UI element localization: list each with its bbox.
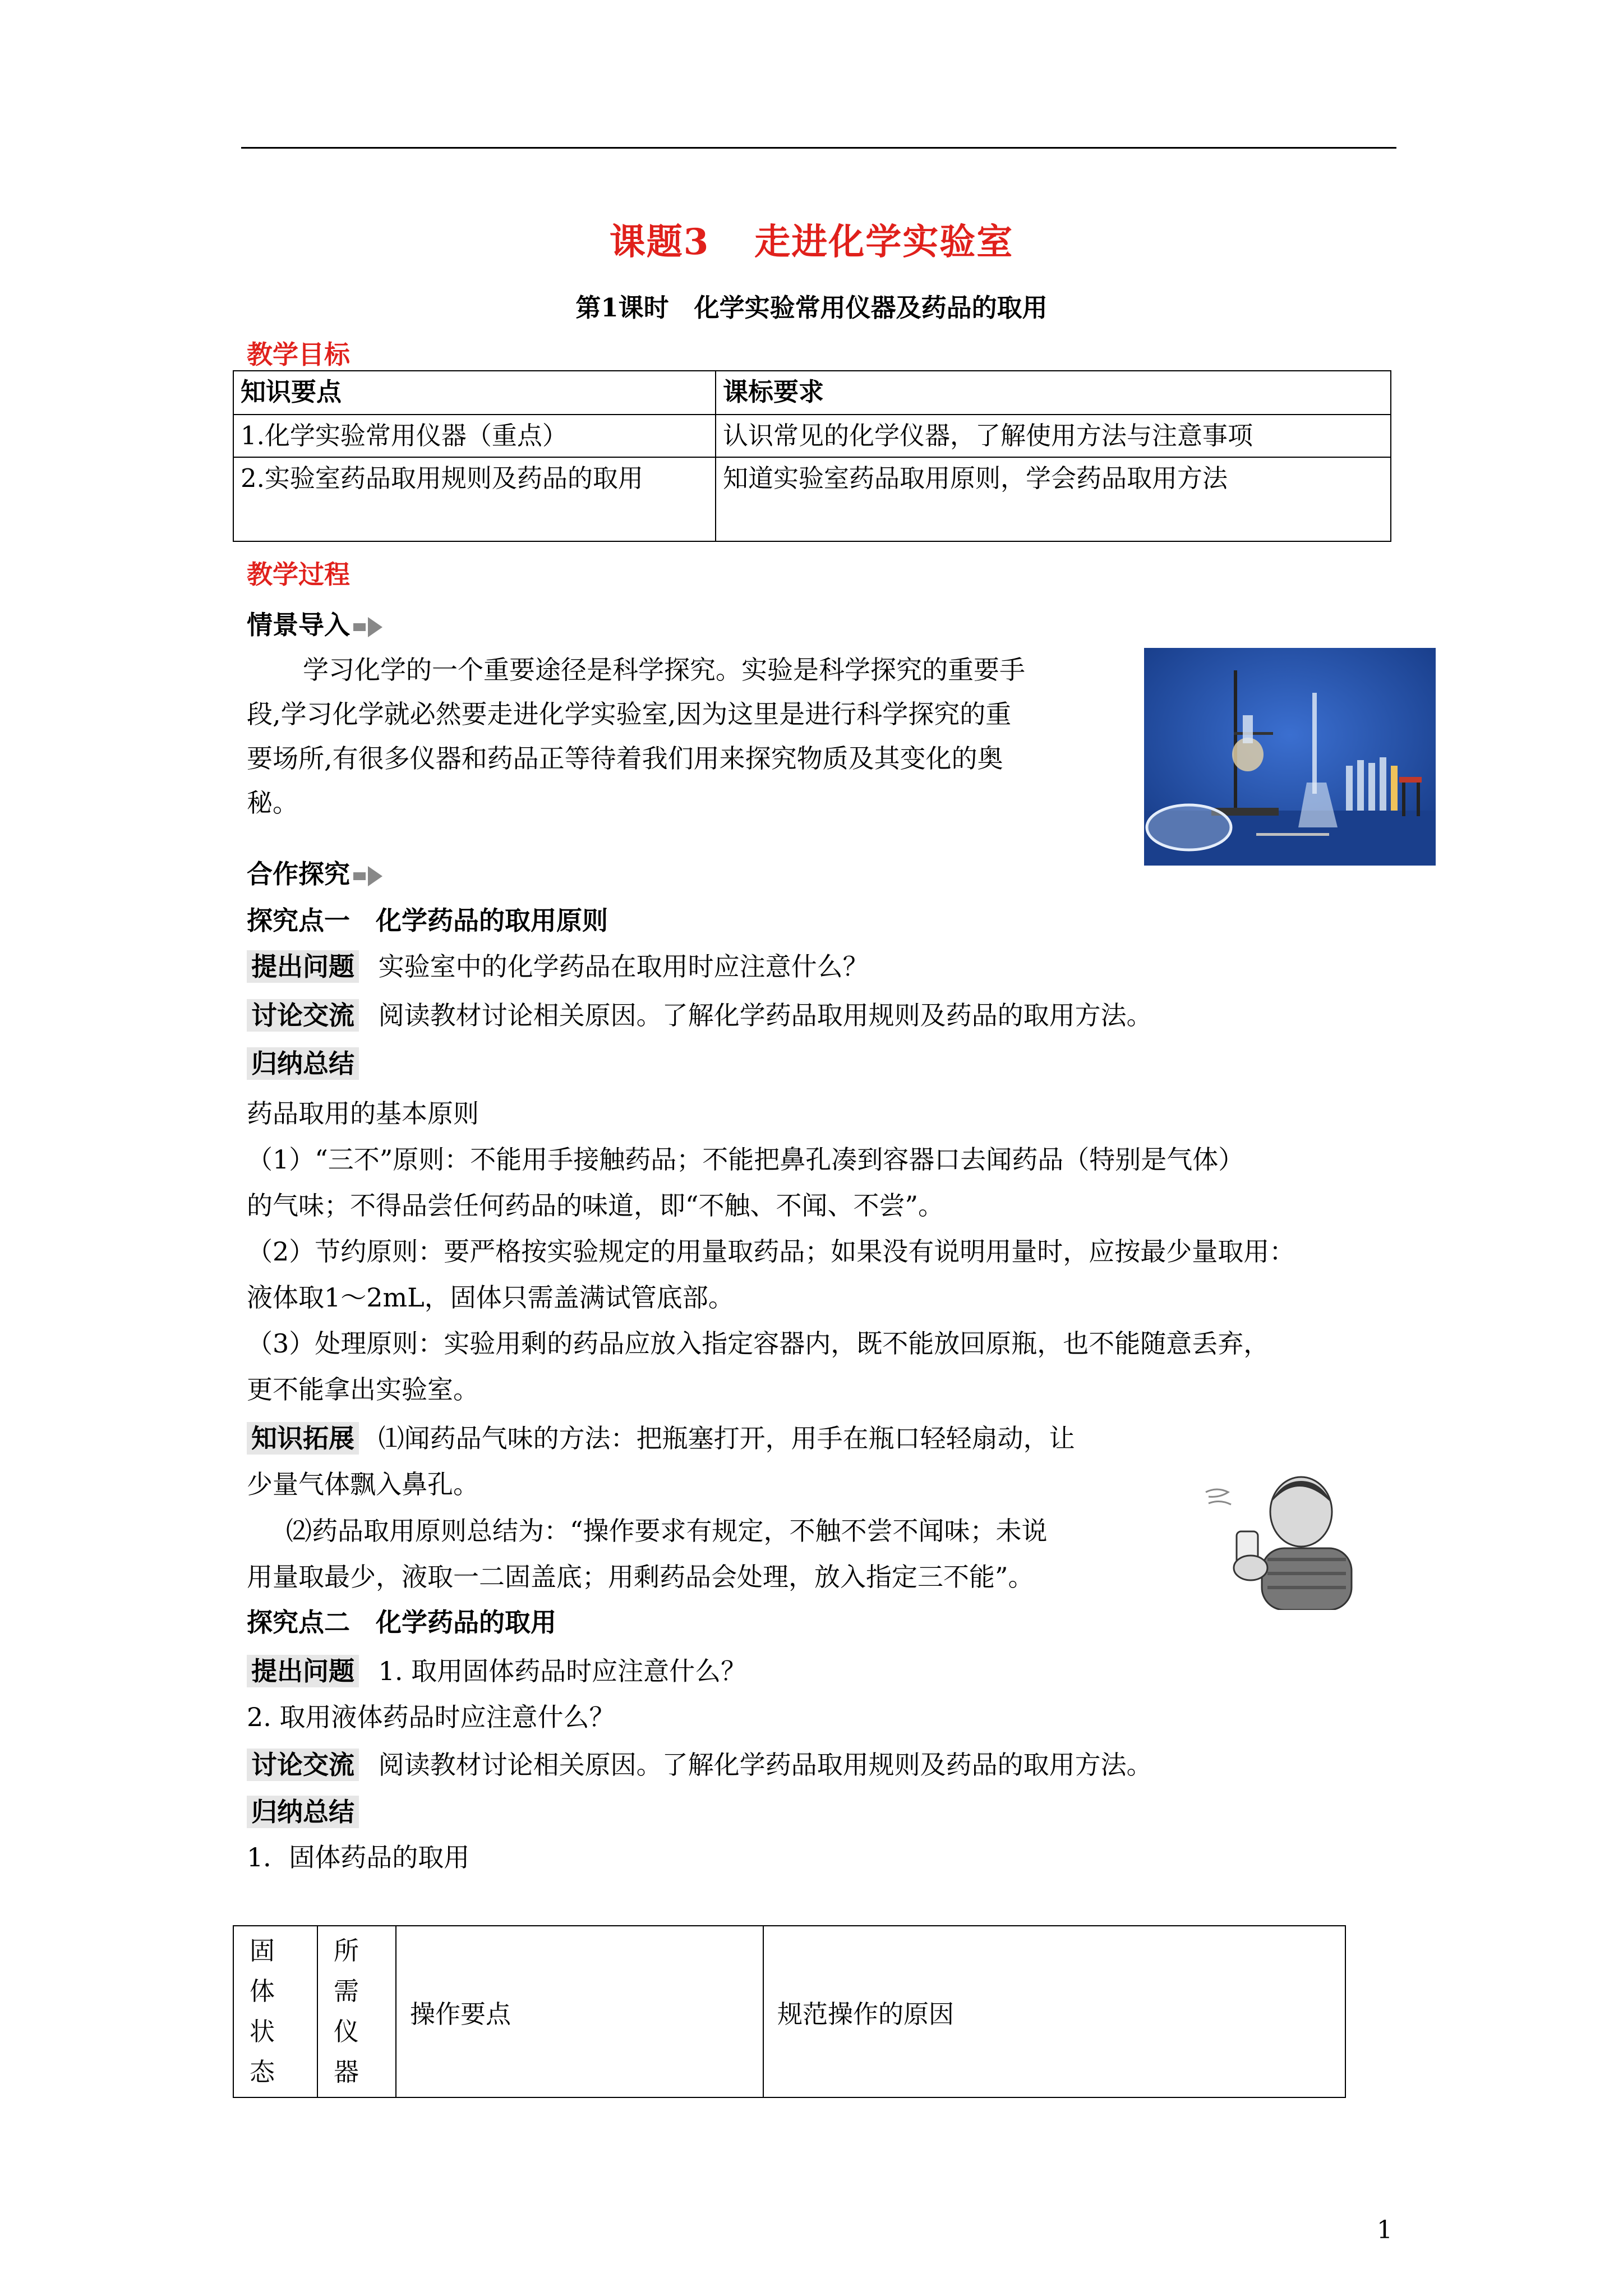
header-rule — [241, 147, 1396, 149]
point1-summary — [247, 1042, 359, 1086]
header-cell-operation: 操作要点 — [396, 1926, 763, 2097]
arrow-icon — [353, 623, 366, 631]
rule-1a: （1）“三不”原则：不能用手接触药品；不能把鼻孔凑到容器口去闻药品（特别是气体） — [247, 1144, 1244, 1175]
intro-heading: 情景导入 — [247, 605, 382, 642]
objectives-heading: 教学目标 — [247, 339, 350, 370]
point2-title: 探究点二 化学药品的取用 — [247, 1607, 556, 1637]
point1-discuss: 讨论交流 阅读教材讨论相关原因。了解化学药品取用规则及药品的取用方法。 — [247, 993, 1152, 1038]
page-number: 1 — [1377, 2216, 1393, 2244]
rule-3b: 更不能拿出实验室。 — [247, 1374, 479, 1405]
page-title: 课题3 走进化学实验室 — [609, 221, 1014, 263]
point1-ask: 提出问题 实验室中的化学药品在取用时应注意什么？ — [247, 945, 869, 989]
header-cell-instrument: 所需仪器 — [317, 1926, 396, 2097]
ext-1a: 知识拓展 ⑴闻药品气味的方法：把瓶塞打开，用手在瓶口轻轻扇动，让 — [247, 1416, 1075, 1461]
table-header-row — [233, 371, 1391, 415]
point2-ask: 提出问题 1. 取用固体药品时应注意什么？ — [247, 1649, 746, 1694]
table-cell: 认识常见的化学仪器，了解使用方法与注意事项 — [716, 415, 1391, 457]
lab-equipment-photo — [1144, 648, 1436, 866]
point2-discuss: 讨论交流 阅读教材讨论相关原因。了解化学药品取用规则及药品的取用方法。 — [247, 1743, 1152, 1787]
solid-drug-table — [233, 1925, 1346, 2098]
discuss-label: 讨论交流 — [247, 999, 359, 1032]
intro-line: 要场所,有很多仪器和药品正等待着我们用来探究物质及其变化的奥 — [247, 743, 1003, 774]
ext-2a: ⑵药品取用原则总结为：“操作要求有规定，不触不尝不闻味；未说 — [286, 1516, 1048, 1546]
coop-heading: 合作探究 — [247, 854, 382, 891]
point2-ask-2: 2. 取用液体药品时应注意什么？ — [247, 1702, 615, 1732]
rule-2b: 液体取1～2mL，固体只需盖满试管底部。 — [247, 1282, 734, 1313]
page-subtitle: 第1课时 化学实验常用仪器及药品的取用 — [575, 293, 1048, 323]
ext-1b: 少量气体飘入鼻孔。 — [247, 1469, 479, 1499]
header-cell: 知识要点 — [233, 371, 716, 415]
ask-label: 提出问题 — [247, 950, 359, 983]
summary-label: 归纳总结 — [247, 1796, 359, 1828]
intro-line: 学习化学的一个重要途径是科学探究。实验是科学探究的重要手 — [303, 655, 1025, 685]
table-row — [233, 415, 1391, 457]
header-cell-reason: 规范操作的原因 — [763, 1926, 1345, 2097]
table-row — [233, 457, 1391, 541]
discuss-label: 讨论交流 — [247, 1749, 359, 1781]
intro-line: 段,学习化学就必然要走进化学实验室,因为这里是进行科学探究的重 — [247, 699, 1012, 729]
solid-title: 1．固体药品的取用 — [247, 1842, 470, 1872]
table-header-row — [233, 1926, 1345, 2097]
rule-1b: 的气味；不得品尝任何药品的味道，即“不触、不闻、不尝”。 — [247, 1190, 944, 1221]
header-cell-state: 固体状态 — [233, 1926, 317, 2097]
objectives-table — [233, 370, 1391, 542]
table-cell: 1.化学实验常用仪器（重点） — [233, 415, 716, 457]
basic-principle: 药品取用的基本原则 — [247, 1098, 479, 1129]
point1-title: 探究点一 化学药品的取用原则 — [247, 905, 608, 936]
arrow-icon — [353, 872, 366, 880]
smelling-boy-illustration — [1195, 1470, 1374, 1610]
intro-line: 秘。 — [247, 788, 298, 818]
point2-summary — [247, 1790, 359, 1834]
summary-label: 归纳总结 — [247, 1047, 359, 1080]
ext-2b: 用量取最少，液取一二固盖底；用剩药品会处理，放入指定三不能”。 — [247, 1562, 1034, 1592]
ask-label: 提出问题 — [247, 1655, 359, 1687]
rule-3a: （3）处理原则：实验用剩的药品应放入指定容器内，既不能放回原瓶，也不能随意丢弃， — [247, 1328, 1270, 1359]
table-cell: 2.实验室药品取用规则及药品的取用 — [233, 457, 716, 541]
table-cell: 知道实验室药品取用原则，学会药品取用方法 — [716, 457, 1391, 541]
ext-label: 知识拓展 — [247, 1422, 359, 1455]
header-cell: 课标要求 — [716, 371, 1391, 415]
rule-2a: （2）节约原则：要严格按实验规定的用量取药品；如果没有说明用量时，应按最少量取用： — [247, 1236, 1295, 1267]
process-heading: 教学过程 — [247, 559, 350, 590]
